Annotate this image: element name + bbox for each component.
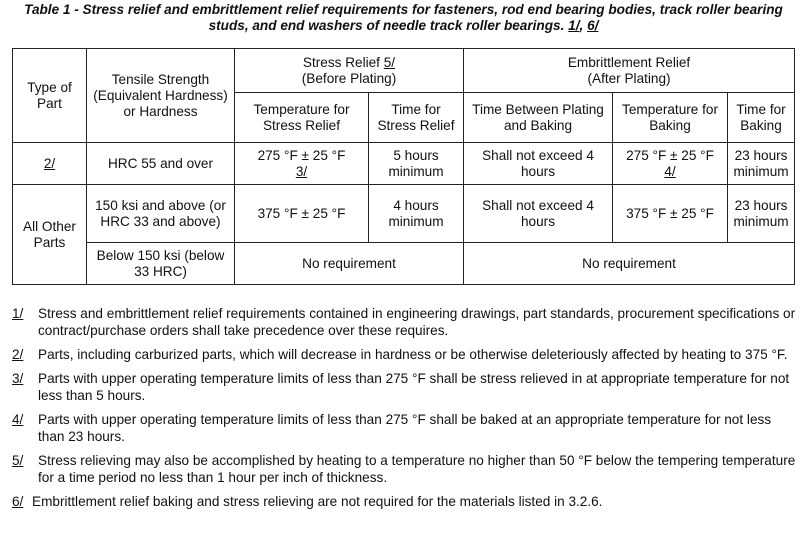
footnote-4-text: Parts with upper operating temperature limits of less than 275 °F shall be baked at an appropriate temperature for not less than 23 hours.	[38, 412, 772, 444]
row1-type-ref: 2/	[43, 155, 56, 171]
header-stress-relief-ref: 5/	[383, 54, 396, 70]
footnote-6-text: Embrittlement relief baking and stress relieving are not required for the materials listed in 3.2.6.	[32, 494, 603, 509]
row2-time-stress: 4 hours minimum	[369, 185, 464, 243]
footnote-1-text: Stress and embrittlement relief requirements contained in engineering drawings, part standards, procurement specifications or contract/purchase orders shall take precedence over these requires.	[38, 306, 796, 338]
row2-tensile: 150 ksi and above (or HRC 33 and above)	[87, 185, 235, 243]
footnote-4	[12, 411, 800, 445]
row1-type	[13, 143, 87, 185]
row3-stress-relief: No requirement	[235, 243, 464, 285]
footnote-3-number: 3/	[12, 371, 24, 386]
row1-temp-stress-value: 275 °F ± 25 °F	[257, 147, 346, 163]
row1-temp-baking-value: 275 °F ± 25 °F	[626, 147, 714, 163]
footnote-3-text: Parts with upper operating temperature limits of less than 275 °F shall be stress relieved in at appropriate temperature for not less than 5 hours.	[38, 371, 790, 403]
row1-temp-stress	[235, 143, 369, 185]
row1-time-stress: 5 hours minimum	[369, 143, 464, 185]
row3-embrittlement-relief: No requirement	[464, 243, 795, 285]
title-ref-separator: ,	[579, 18, 588, 33]
footnote-5	[12, 452, 800, 486]
footnote-6-number: 6/	[12, 494, 24, 509]
footnote-6	[12, 493, 800, 510]
footnote-3	[12, 370, 800, 404]
row2-type: All Other Parts	[13, 185, 87, 285]
row3-tensile: Below 150 ksi (below 33 HRC)	[87, 243, 235, 285]
table-row	[13, 243, 795, 285]
header-embrittlement-relief-label: Embrittlement Relief	[567, 54, 691, 70]
footnotes	[12, 305, 800, 517]
footnote-1-number: 1/	[12, 306, 24, 321]
header-tensile-strength: Tensile Strength (Equivalent Hardness) or Hardness	[87, 49, 235, 143]
row2-time-baking: 23 hours minimum	[728, 185, 795, 243]
header-stress-relief-sub: (Before Plating)	[301, 70, 397, 86]
title-ref-1: 1/	[568, 18, 580, 33]
header-temp-for-baking: Temperature for Baking	[613, 93, 728, 143]
row1-time-between: Shall not exceed 4 hours	[464, 143, 613, 185]
table-title	[0, 0, 803, 34]
footnote-2	[12, 346, 800, 363]
row2-temp-baking: 375 °F ± 25 °F	[613, 185, 728, 243]
footnote-5-number: 5/	[12, 453, 24, 468]
header-embrittlement-relief	[464, 49, 795, 93]
footnote-2-number: 2/	[12, 347, 24, 362]
row2-temp-stress: 375 °F ± 25 °F	[235, 185, 369, 243]
footnote-4-number: 4/	[12, 412, 24, 427]
header-time-between: Time Between Plating and Baking	[464, 93, 613, 143]
header-time-for-stress-relief: Time for Stress Relief	[369, 93, 464, 143]
title-ref-6: 6/	[587, 18, 599, 33]
row2-time-between: Shall not exceed 4 hours	[464, 185, 613, 243]
footnote-1	[12, 305, 800, 339]
table-title-text: Table 1 - Stress relief and embrittlement relief requirements for fasteners, rod end bearing bodies, track roller bearing studs, and end washers of needle track roller bearings.	[24, 2, 783, 33]
header-stress-relief	[235, 49, 464, 93]
row1-temp-baking-ref: 4/	[664, 163, 676, 179]
table-row	[13, 185, 795, 243]
relief-requirements-table	[12, 48, 795, 285]
header-temp-for-stress-relief: Temperature for Stress Relief	[235, 93, 369, 143]
header-stress-relief-label: Stress Relief	[302, 54, 380, 70]
header-type-of-part: Type of Part	[13, 49, 87, 143]
row1-temp-stress-ref: 3/	[295, 163, 308, 179]
row1-time-baking: 23 hours minimum	[728, 143, 795, 185]
table-row	[13, 143, 795, 185]
footnote-5-text: Stress relieving may also be accomplished by heating to a temperature no higher than 50 °F below the tempering temperature for a time period no less than 1 hour per inch of thickness.	[38, 453, 796, 485]
header-time-for-baking: Time for Baking	[728, 93, 795, 143]
row1-temp-baking	[613, 143, 728, 185]
header-embrittlement-relief-sub: (After Plating)	[587, 70, 671, 86]
row1-tensile: HRC 55 and over	[87, 143, 235, 185]
footnote-2-text: Parts, including carburized parts, which will decrease in hardness or be otherwise deleteriously affected by heating to 375 °F.	[38, 347, 788, 362]
